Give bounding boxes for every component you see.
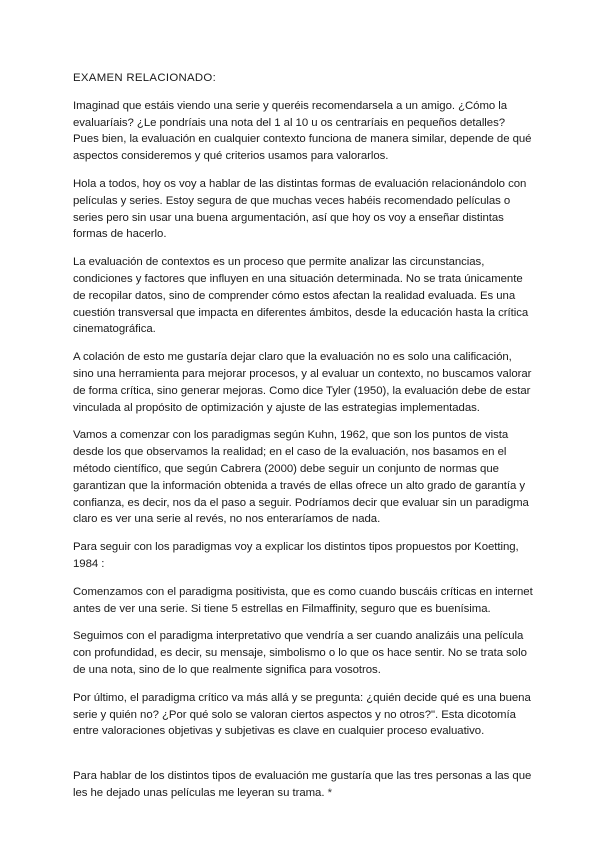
asterisk-marker: * [327,786,332,799]
paragraph-koetting: Para seguir con los paradigmas voy a explicar los distintos tipos propuestos por Koetting, 1984 : [73,541,519,570]
paragraph-greeting: Hola a todos, hoy os voy a hablar de las distintas formas de evaluación relacionándolo con películas y series. Estoy segura de que muchas veces habéis recomendado películas o series pero sin usar una buena argumentación, así que hoy os voy a enseñar distintas formas de hacerlo. [73,177,527,241]
paragraph-final [73,768,533,802]
paragraph-evaluation-purpose: A colación de esto me gustaría dejar claro que la evaluación no es solo una calificación, sino una herramienta para mejorar procesos, y al evaluar un contexto, no buscamos valorar de forma crítica, sino generar mejoras. Como dice Tyler (1950), la evaluación debe de estar vinculada al propósito de optimización y ajuste de las estrategias implementadas. [73,351,532,414]
document-heading: EXAMEN RELACIONADO: [73,72,217,84]
paragraph-paradigms-kuhn: Vamos a comenzar con los paradigmas según Kuhn, 1962, que son los puntos de vista desde los que observamos la realidad; en el caso de la evaluación, nos basamos en el método científico, que según Cabrera (2000) debe seguir un conjunto de normas que garantizan que la información obtenida a través de ellas ofrece un alto grado de garantía y confianza, es decir, nos da el paso a seguir. Podríamos decir que evaluar sin un paradigma claro es ver una serie al revés, no nos enteraríamos de nada. [73,429,529,526]
paragraph-positivist: Comenzamos con el paradigma positivista, que es como cuando buscáis críticas en internet antes de ver una serie. Si tiene 5 estrellas en Filmaffinity, seguro que es buenísima. [73,585,533,615]
paragraph-intro: Imaginad que estáis viendo una serie y queréis recomendarsela a un amigo. ¿Cómo la evaluaríais? ¿Le pondríais una nota del 1 al 10 u os centraríais en pequeños detalles? Pues bien, la evaluación en cualquier contexto funciona de manera similar, depende de qué aspectos consideremos y qué criterios usamos para valorarlos. [73,99,532,163]
paragraph-context-evaluation: La evaluación de contextos es un proceso que permite analizar las circunstancias, condiciones y factores que influyen en una situación determinada. No se trata únicamente de recopilar datos, sino de comprender cómo estos afectan la realidad evaluada. Es una cuestión transversal que impacta en diferentes ámbitos, desde la educación hasta la crítica cinematográfica. [73,256,529,336]
paragraph-interpretative: Seguimos con el paradigma interpretativo que vendría a ser cuando analizáis una película con profundidad, es decir, su mensaje, simbolismo o lo que os hace sentir. No se trata solo de una nota, sino de lo que realmente significa para vosotros. [73,630,527,676]
document-body [73,70,533,813]
paragraph-critical: Por último, el paradigma crítico va más allá y se pregunta: ¿quién decide qué es una buena serie y quién no? ¿Por qué solo se valoran ciertos aspectos y no otros?". Esta dicotomía entre valoraciones objetivas y subjetivas es clave en cualquier proceso evaluativo. [73,691,531,738]
paragraph-final-text: Para hablar de los distintos tipos de evaluación me gustaría que las tres personas a las que les he dejado unas películas me leyeran su trama. [73,770,532,799]
